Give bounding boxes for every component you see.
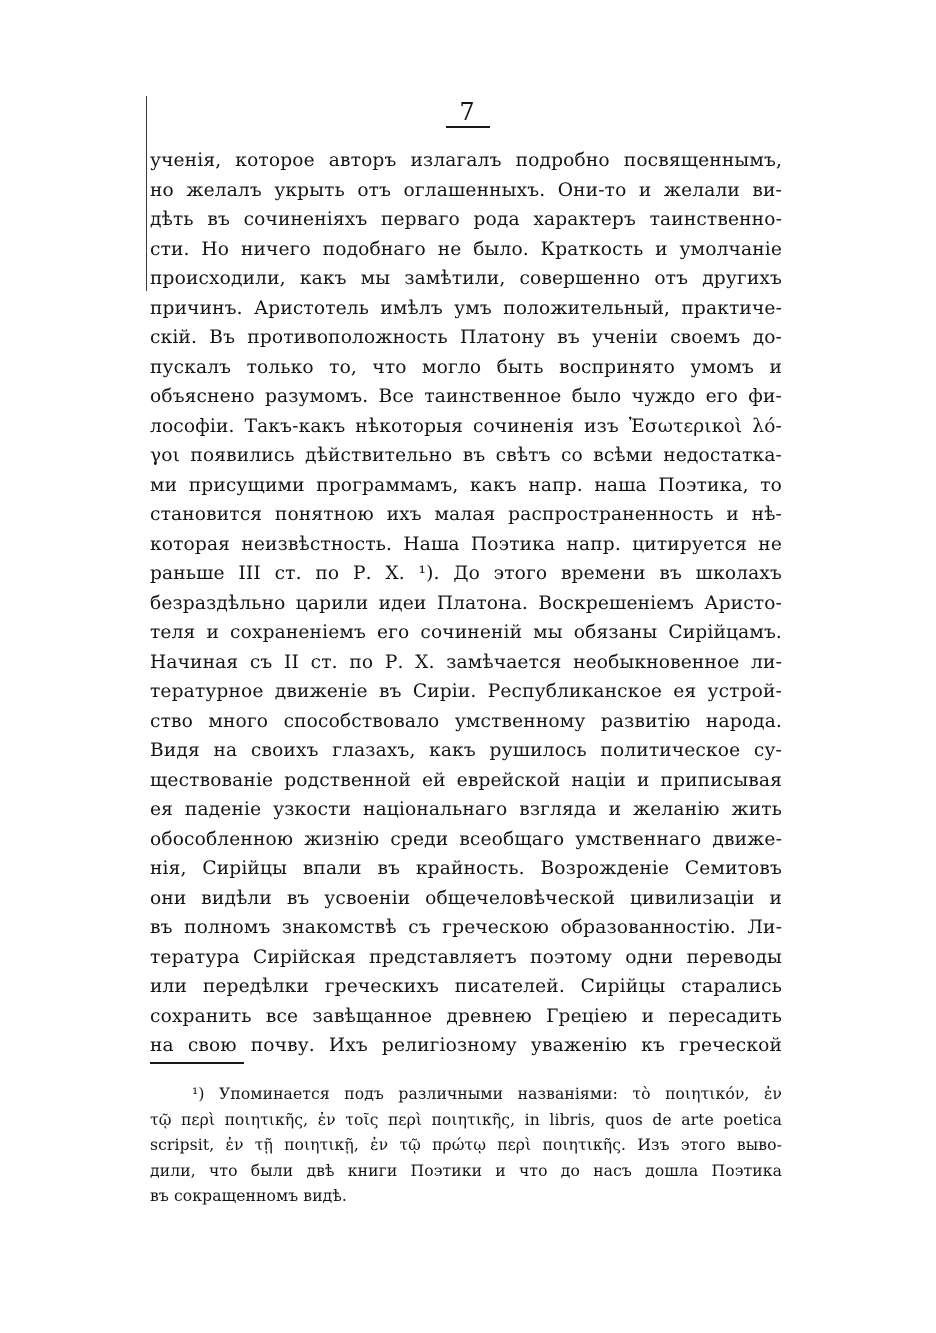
text-line: ея паденіе узкости національнаго взгляда и желанію жить [150, 799, 782, 820]
text-line: въ полномъ знакомствѣ съ греческою образованностію. Ли- [150, 917, 782, 938]
text-line: пускалъ только то, что могло быть воспринято умомъ и [150, 356, 782, 378]
text-line: на свою почву. Ихъ религіозному уваженію къ греческой [150, 1035, 782, 1056]
text-line: ществованіе родственной ей еврейской націи и приписывая [150, 769, 782, 791]
text-line: Видя на своихъ глазахъ, какъ рушилось политическое су- [150, 740, 782, 761]
text-line: обособленною жизнію среди всеобщаго умственнаго движе- [150, 828, 782, 850]
footnote-line: scripsit, ἐν τῇ ποιητικῇ, ἐν τῷ πρώτῳ περὶ ποιητικῆς. Изъ этого выво- [150, 1136, 782, 1154]
main-text-block [150, 146, 782, 1061]
text-line: которая неизвѣстность. Наша Поэтика напр. цитируется не [150, 533, 782, 555]
text-line: скій. Въ противоположность Платону въ ученіи своемъ до- [150, 327, 782, 348]
text-line: сти. Но ничего подобнаго не было. Краткость и умолчаніе [150, 238, 782, 260]
text-line: тература Сирійская представляетъ поэтому одни переводы [150, 946, 782, 968]
page-number-underline [446, 126, 490, 128]
text-line: они видѣли въ усвоеніи общечеловѣческой цивилизаціи и [150, 887, 782, 909]
text-line: причинъ. Аристотель имѣлъ умъ положительный, практиче- [150, 297, 782, 319]
text-line: или передѣлки греческихъ писателей. Сирійцы старались [150, 976, 782, 997]
text-line: но желалъ укрыть отъ оглашенныхъ. Они-то и желали ви- [150, 179, 782, 201]
text-line: тературное движеніе въ Сиріи. Республиканское ея устрой- [150, 681, 782, 702]
text-line: ство много способствовало умственному развитію народа. [150, 710, 782, 732]
text-line: γοι появились дѣйствительно въ свѣтъ со всѣми недостатка- [150, 445, 782, 466]
text-line: раньше III ст. по Р. Х. ¹). До этого времени въ школахъ [150, 563, 782, 584]
text-line: безраздѣльно царили идеи Платона. Воскрешеніемъ Аристо- [150, 592, 782, 614]
footnote-line: дили, что были двѣ книги Поэтики и что до насъ дошла Поэтика [150, 1161, 782, 1180]
text-line: становится понятною ихъ малая распространенность и нѣ- [150, 504, 782, 525]
text-line: происходили, какъ мы замѣтили, совершенно отъ другихъ [150, 268, 782, 289]
text-line: сохранить все завѣщанное древнею Греціею и пересадить [150, 1005, 782, 1027]
footnote-block [150, 1082, 782, 1210]
footnote-line: ¹) Упоминается подъ различными названіями: τὸ ποιητικόν, ἐν [192, 1085, 782, 1103]
page-number: 7 [459, 98, 475, 126]
footnote-line: въ сокращенномъ видѣ. [150, 1187, 347, 1205]
footnote-separator [150, 1062, 244, 1064]
text-line: объяснено разумомъ. Все таинственное было чуждо его фи- [150, 386, 782, 407]
text-line: дѣть въ сочиненіяхъ перваго рода характеръ таинственно- [150, 209, 782, 230]
text-line: лософіи. Такъ-какъ нѣкоторыя сочиненія изъ Ἐσωτερικοὶ λό- [150, 415, 782, 437]
text-line: Начиная съ II ст. по Р. Х. замѣчается необыкновенное ли- [150, 651, 782, 673]
footnote-line: τῷ περὶ ποιητικῆς, ἐν τοῖς περὶ ποιητικῆς, in libris, quos de arte poetica [150, 1110, 782, 1129]
text-line: ученія, которое авторъ излагалъ подробно посвященнымъ, [150, 150, 782, 171]
text-line: ми присущими программамъ, какъ напр. наша Поэтика, то [150, 474, 782, 496]
text-line: теля и сохраненіемъ его сочиненій мы обязаны Сирійцамъ. [150, 622, 782, 643]
text-line: нія, Сирійцы впали въ крайность. Возрожденіе Семитовъ [150, 858, 782, 879]
gutter-scan-line [146, 96, 147, 291]
